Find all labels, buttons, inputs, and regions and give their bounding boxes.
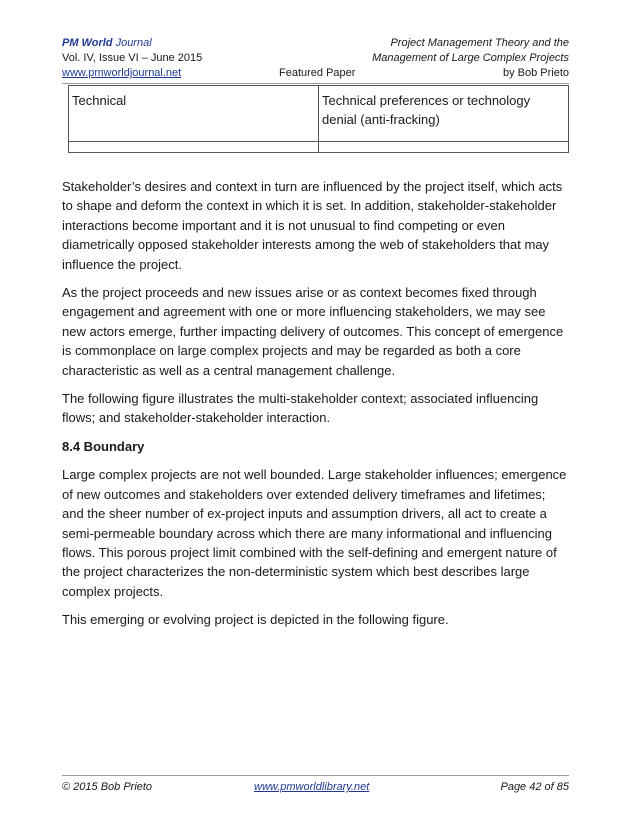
footer-website-link[interactable]: www.pmworldlibrary.net: [254, 781, 370, 793]
paper-author: by Bob Prieto: [502, 67, 569, 79]
paper-title-line1: Project Management Theory and the: [390, 37, 569, 49]
page-header: [62, 36, 569, 81]
paragraph: Stakeholder’s desires and context in turn are influenced by the project itself, which acts to shape and deform the context in which it is set. In addition, stakeholder-stakeholder interactions become important and it is not unusual to find competing or even diametrically opposed stakeholder interests among the web of stakeholders that may influence the project.: [62, 179, 563, 272]
paragraph: As the project proceeds and new issues arise or as context becomes fixed through engagement and agreement with one or more influencing stakeholders, we may see new actors emerge, further impacting delivery of outcomes. This concept of emergence is commonplace on large complex projects and may be regarded as both a core characteristic as well as a central management challenge.: [62, 285, 564, 378]
table-cell: Technical preferences or technology denial (anti-fracking): [319, 86, 569, 142]
table-cell: [319, 142, 569, 153]
footer-copyright: © 2015 Bob Prieto: [62, 781, 153, 793]
footer-page-number: Page 42 of 85: [500, 781, 569, 793]
table-cell: [69, 142, 319, 153]
journal-issue: Vol. IV, Issue VI – June 2015: [62, 52, 203, 64]
paper-title-line2: Management of Large Complex Projects: [372, 52, 569, 64]
journal-name: PM World Journal: [62, 37, 152, 49]
paragraph: Large complex projects are not well bounded. Large stakeholder influences; emergence of new outcomes and stakeholders over extended delivery timeframes and lifetimes; and the sheer number of ex-project inputs and assumption drivers, all act to create a semi-permeable boundary across which there are many informational and influencing flows. This porous project limit combined with the self-defining and emergent nature of the project characterizes the non-deterministic system which best describes large complex projects.: [62, 467, 567, 599]
header-divider: [62, 83, 569, 84]
paragraph: The following figure illustrates the multi-stakeholder context; associated influencing flows; and stakeholder-stakeholder interaction.: [62, 391, 539, 426]
journal-website-link[interactable]: www.pmworldjournal.net: [62, 67, 182, 79]
table-row: [69, 142, 569, 153]
footer-divider: [62, 775, 569, 776]
paragraph: This emerging or evolving project is depicted in the following figure.: [62, 612, 449, 628]
body-text: [62, 177, 569, 639]
table-cell: Technical: [69, 86, 319, 142]
table-row: [69, 86, 569, 142]
page-footer: [62, 781, 569, 795]
paper-section: Featured Paper: [279, 67, 356, 79]
section-heading: 8.4 Boundary: [62, 438, 145, 454]
stakeholder-table: [68, 85, 569, 153]
